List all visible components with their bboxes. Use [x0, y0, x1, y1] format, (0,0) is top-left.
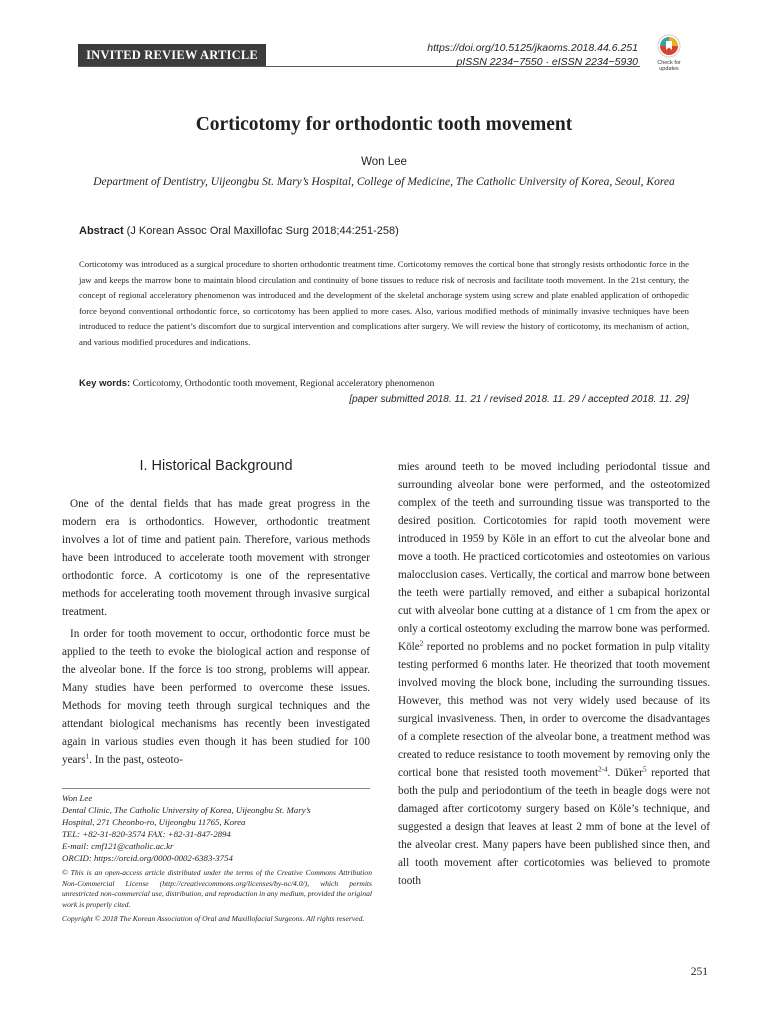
article-title: Corticotomy for orthodontic tooth movement: [195, 114, 573, 135]
page-number: 251: [690, 966, 708, 978]
keywords-value: Corticotomy, Orthodontic tooth movement, Regional acceleratory phenomenon: [130, 379, 435, 389]
article-type-badge: [78, 44, 266, 67]
citation-ref: 2-4: [598, 765, 608, 774]
submission-dates: [paper submitted 2018. 11. 21 / revised 2018. 11. 29 / accepted 2018. 11. 29]: [349, 394, 689, 405]
paragraph: mies around teeth to be moved including periodontal tissue and surrounding alveolar bone were performed, and the osteotomized complex of the teeth and surrounding tissue was transported to the desired position. Corticotomies for rapid tooth movement were introduced in 1959 by Köle in an effort to cut the alveolar bone and move a tooth. He practiced corticotomies and osteotomies on various malocclusion cases. Vertically, the cortical and marrow bone between the teeth were partially removed, and either a subapical horizontal cut with alveolar bone cutting at a distance of 1 cm from the apex or only a cortical osteotomy excluding the marrow bone was performed. Köle$^2$ reported no problems and no pocket formation in pulp vitality testing performed 6 months later. He theorized that tooth movement involved moving the block bone, including the surrounding tissues. However, this method was not very widely used because of its surgical invasiveness. Then, in order to overcome the disadvantages of a complete resection of the alveolar bone, a treatment method was created to reduce resistance to tooth movement by removing only the cortical bone that resisted tooth movement$^{2-4}$. Düker$^5$ reported that both the pulp and periodontium of the teeth in beagle dogs were not damaged after corticotomy surgery based on Köle’s technique, and suggested a design that leaves at least 2 mm of bone at the level of the alveolar crest. Many papers have been published since then, and all tooth movement after corticotomies was believed to promote tooth: [398, 461, 710, 887]
doi-link[interactable]: https://doi.org/10.5125/jkaoms.2018.44.6.251: [427, 42, 638, 54]
paragraph: In order for tooth movement to occur, orthodontic force must be applied to the teeth to evoke the biological action and response of the alveolar bone. If the force is too strong, problems will appear. Many studies have been performed to overcome these issues. Methods for moving teeth through surgical techniques and the attendant biological mechanisms has recently been investigated again in various studies even though it has been studied for 100 years$^1$. In the past, osteoto-: [62, 628, 370, 766]
body-column-right: [398, 458, 710, 890]
citation-ref: 5: [642, 765, 647, 774]
email[interactable]: E-mail: cmf121@catholic.ac.kr: [62, 841, 174, 851]
body-column-left: [62, 495, 370, 773]
crossmark-icon: [657, 34, 681, 58]
keywords-label: Key words:: [79, 378, 131, 389]
copyright-note: Copyright © 2018 The Korean Association of Oral and Maxillofacial Surgeons. All rights reserved.: [62, 914, 365, 924]
paragraph: One of the dental fields that has made great progress in the modern era is orthodontics. However, orthodontic treatment involves a lot of time and patient pain. Therefore, various methods have been introduced to accelerate tooth movement with stronger orthodontic force. A corticotomy is one of the representative methods for accelerating tooth movement through invasive surgical treatment.: [62, 498, 370, 618]
check-for-updates-button[interactable]: [650, 34, 688, 74]
author-affiliation: Department of Dentistry, Uijeongbu St. Mary’s Hospital, College of Medicine, The Catholic University of Korea, Seoul, Korea: [93, 176, 675, 188]
citation-ref: 1: [85, 752, 90, 761]
citation-ref: 2: [419, 639, 424, 648]
author-name: Won Lee: [361, 156, 407, 168]
doi-block: [427, 41, 638, 69]
correspondence-footnote: Won Lee Dental Clinic, The Catholic University of Korea, Uijeongbu St. Mary’s Hospital, 271 Cheonbo-ro, Uijeongbu 11765, Korea TEL: +82-31-820-3574 FAX: +82-31-847-2894 E-mail: cmf121@catholic.ac.kr ORCID: https://orcid.org/0000-0002-6383-3754 © This is an open-access article distributed under the terms of the Creative Commons Attribution Non-Commercial License (http://creativecommons.org/licenses/by-nc/4.0/), which permits unrestricted non-commercial use, distribution, and reproduction in any medium, provided the original work is properly cited. Copyright © 2018 The Korean Association of Oral and Maxillofacial Surgeons. All rights reserved.: [62, 793, 372, 924]
keywords: [79, 378, 434, 389]
corresponding-author: Won Lee: [62, 793, 93, 803]
issn-line: pISSN 2234−7550 · eISSN 2234−5930: [456, 56, 638, 68]
license-note: © This is an open-access article distributed under the terms of the Creative Commons Attribution Non-Commercial License (http://creativecommons.org/licenses/by-nc/4.0/), which permits unrestricted non-commercial use, distribution, and reproduction in any medium, provided the original work is properly cited.: [62, 868, 372, 909]
section-heading: I. Historical Background: [139, 458, 293, 474]
footnote-rule: [62, 788, 370, 789]
cc-icon: ©: [62, 868, 68, 877]
article-type-label: INVITED REVIEW ARTICLE: [86, 48, 258, 62]
phone-fax: TEL: +82-31-820-3574 FAX: +82-31-847-2894: [62, 829, 231, 839]
crossmark-label: Check for updates: [657, 60, 681, 72]
abstract-text: Corticotomy was introduced as a surgical procedure to shorten orthodontic treatment time. Corticotomy removes the cortical bone that strongly resists orthodontic force in the jaw and keeps the marrow bone to maintain blood circulation and continuity of bone tissues to reduce risk of necrosis and facilitate tooth movement. In the 21st century, the concept of regional acceleratory phenomenon was introduced and the development of the skeletal anchorage system using screw and plate enabled application of orthopedic force beyond conventional orthodontic force, so corticotomy has been applied to more cases. Also, various modified methods of minimally invasive techniques have been introduced to reduce the patient’s discomfort due to surgical intervention and complications after surgery. We will review the history of corticotomy, its mechanism of action, and various modified procedures and indications.: [79, 259, 689, 347]
abstract-heading: Abstract (J Korean Assoc Oral Maxillofac Surg 2018;44:251-258): [79, 225, 399, 237]
orcid[interactable]: ORCID: https://orcid.org/0000-0002-6383-3754: [62, 853, 233, 863]
